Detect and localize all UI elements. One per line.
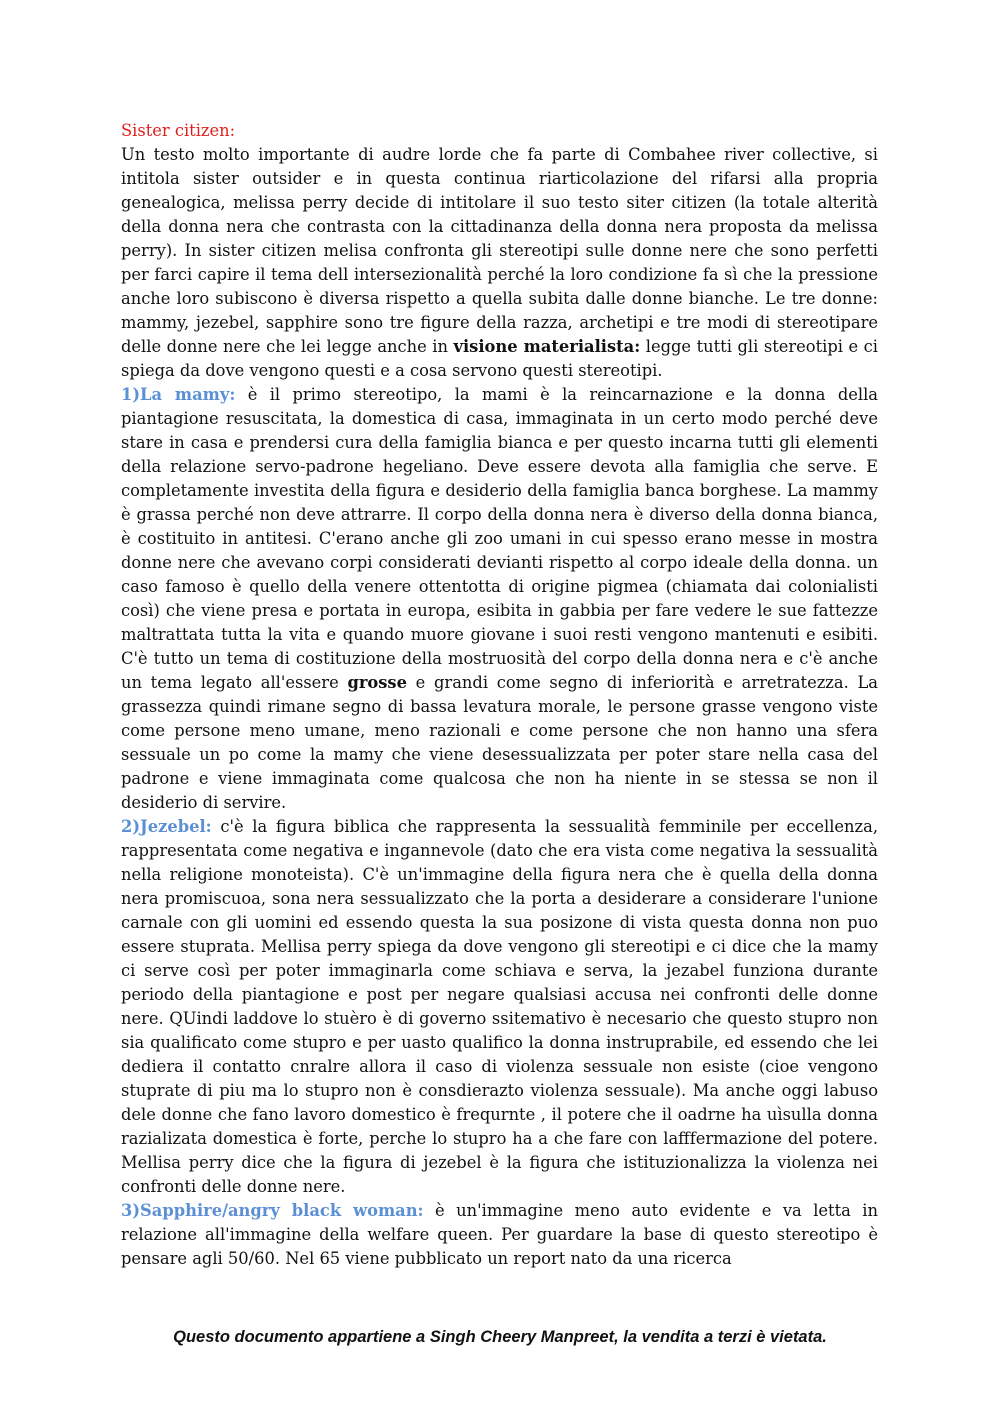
title-text: Sister citizen: bbox=[121, 121, 236, 140]
document-body bbox=[121, 119, 878, 1271]
intro-text-2: legge tutti gli stereotipi e ci spiega da dove vengono questi e a cosa servono questi stereotipi. bbox=[121, 337, 879, 380]
section1-paragraph bbox=[121, 383, 878, 815]
section1-bold: grosse bbox=[347, 673, 407, 692]
section1-text-2: e grandi come segno di inferiorità e arretratezza. La grassezza quindi rimane segno di bassa levatura morale, le persone grasse vengono viste come persone meno umane, meno razionali e come persone che non hanno una sfera sessuale un po come la mamy che viene desessualizzata per poter stare nella casa del padrone e viene immaginata come qualcosa che non ha niente in se stessa se non il desiderio di servire. bbox=[121, 673, 878, 812]
section2-paragraph bbox=[121, 815, 878, 1199]
section2-heading: 2)Jezebel: bbox=[121, 817, 212, 836]
section1-text-1: è il primo stereotipo, la mami è la reincarnazione e la donna della piantagione resuscitata, la domestica di casa, immaginata in un certo modo perché deve stare in casa e prendersi cura della famiglia bianca e per questo incarna tutti gli elementi della relazione servo-padrone hegeliano. Deve essere devota alla famiglia che serve. E completamente investita della figura e desiderio della famiglia banca borghese. La mammy è grassa perché non deve attrarre. Il corpo della donna nera è diverso della donna bianca, è costituito in antitesi. C'erano anche gli zoo umani in cui spesso erano messe in mostra donne nere che avevano corpi considerati devianti rispetto al corpo ideale della donna. un caso famoso è quello della venere ottentotta di origine pigmea (chiamata dai colonialisti così) che viene presa e portata in europa, esibita in gabbia per fare vedere le sue fattezze maltrattata tutta la vita e quando muore giovane i suoi resti vengono mantenuti e esibiti. C'è tutto un tema di costituzione della mostruosità del corpo della donna nera e c'è anche un tema legato all'essere bbox=[121, 385, 879, 692]
section1-heading: 1)La mamy: bbox=[121, 385, 236, 404]
section3-paragraph bbox=[121, 1199, 878, 1271]
section3-text: è un'immagine meno auto evidente e va letta in relazione all'immagine della welfare queen. Per guardare la base di questo stereotipo è pensare agli 50/60. Nel 65 viene pubblicato un report nato da una ricerca bbox=[121, 1201, 878, 1268]
intro-bold: visione materialista: bbox=[453, 337, 641, 356]
intro-text-1: Un testo molto importante di audre lorde che fa parte di Combahee river collective, si intitola sister outsider e in questa continua riarticolazione del rifarsi alla propria genealogica, melissa perry decide di intitolare il suo testo siter citizen (la totale alterità della donna nera che contrasta con la cittadinanza della donna nera proposta da melissa perry). In sister citizen melisa confronta gli stereotipi sulle donne nere che sono perfetti per farci capire il tema dell intersezionalità perché la loro condizione fa sì che la pressione anche loro subiscono è diversa rispetto a quella subita dalle donne bianche. Le tre donne: mammy, jezebel, sapphire sono tre figure della razza, archetipi e tre modi di stereotipare delle donne nere che lei legge anche in bbox=[121, 145, 878, 356]
document-title bbox=[121, 119, 878, 143]
intro-paragraph bbox=[121, 143, 878, 383]
section3-heading: 3)Sapphire/angry black woman: bbox=[121, 1201, 424, 1220]
section2-text: c'è la figura biblica che rappresenta la sessualità femminile per eccellenza, rappresentata come negativa e ingannevole (dato che era vista come negativa la sessualità nella religione monoteista). C'è un'immagine della figura nera che è quella della donna nera promiscuoa, sona nera sessualizzato che la porta a desiderare a considerare l'unione carnale con gli uomini ed essendo questa la sua posizone di vista questa donna non puo essere stuprata. Mellisa perry spiega da dove vengono gli stereotipi e ci dice che la mamy ci serve così per poter immaginarla come schiava e serva, la jezabel funziona durante periodo della piantagione e post per negare qualsiasi accusa nei confronti delle donne nere. QUindi laddove lo stuèro è di governo ssitemativo è necesario che questo stupro non sia qualificato come stupro e per uasto qualifico la donna instruprabile, ed essendo che lei dediera il contatto cnralre allora il caso di violenza sessuale non esiste (cioe vengono stuprate di piu ma lo stupro non è consdierazto violenza sessuale). Ma anche oggi labuso dele donne che fano lavoro domestico è frequrnte , il potere che il oadrne ha uìsulla donna razializata domestica è forte, perche lo stupro ha a che fare con lafffermazione del potere. Mellisa perry dice che la figura di jezebel è la figura che istituzionalizza la violenza nei confronti delle donne nere. bbox=[121, 817, 878, 1196]
footer-notice: Questo documento appartiene a Singh Cheery Manpreet, la vendita a terzi è vietata. bbox=[173, 1328, 827, 1346]
